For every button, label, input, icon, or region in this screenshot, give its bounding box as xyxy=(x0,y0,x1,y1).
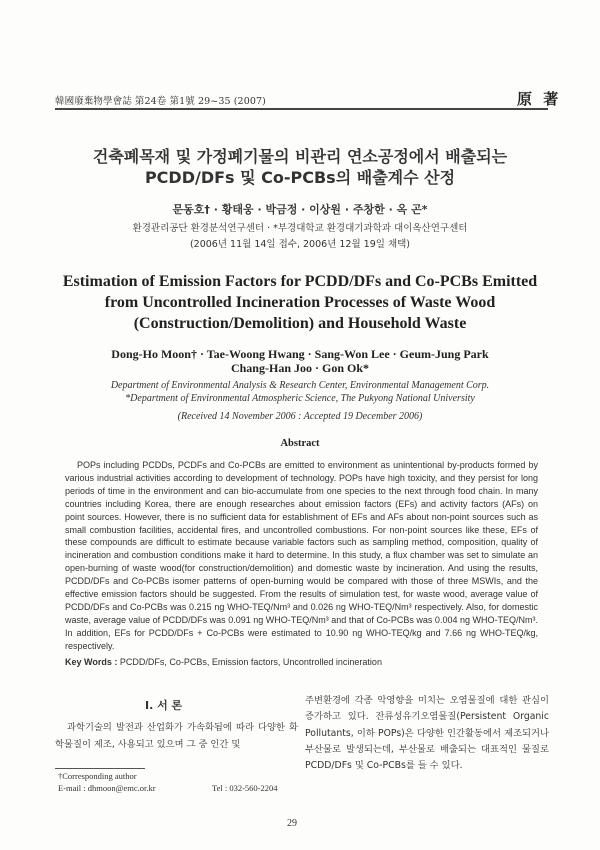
korean-authors: 문동호† · 황태웅 · 박금정 · 이상원 · 주창한 · 옥 곤* xyxy=(172,203,428,216)
korean-affiliation: 환경관리공단 환경분석연구센터 · *부경대학교 환경대기과학과 대이옥산연구센터 xyxy=(132,223,468,234)
section-heading: I. 서 론 xyxy=(145,699,183,712)
journal-reference: 韓國廢棄物學會誌 第24卷 第1號 29~35 (2007) xyxy=(55,96,266,107)
author-email: E-mail : dhmoon@emc.or.kr xyxy=(58,783,156,793)
page-number: 29 xyxy=(287,818,297,829)
keywords-label: Key Words : xyxy=(65,657,118,667)
abstract-heading: Abstract xyxy=(280,438,320,449)
author-phone: Tel : 032-560-2204 xyxy=(212,783,278,793)
english-title-line3: (Construction/Demolition) and Household Waste xyxy=(133,315,467,332)
corresponding-author-note: †Corresponding author xyxy=(58,771,137,781)
english-title-line1: Estimation of Emission Factors for PCDD/DFs and Co-PCBs Emitted xyxy=(62,273,538,290)
english-title-line2: from Uncontrolled Incineration Processes of Waste Wood xyxy=(104,294,496,311)
korean-title-line1: 건축폐목재 및 가정폐기물의 비관리 연소공정에서 배출되는 xyxy=(92,147,508,166)
english-affiliation-line1: Department of Environmental Analysis & Research Center, Environmental Management Corp. xyxy=(110,380,490,391)
keywords-list: PCDD/DFs, Co-PCBs, Emission factors, Uncontrolled incineration xyxy=(119,657,382,667)
english-authors-line2: Chang-Han Joo · Gon Ok* xyxy=(230,361,370,375)
intro-left-column: 과학기술의 발전과 산업화가 가속화됨에 따라 다양한 화학물질이 제조, 사용되고 있으며 그 중 인간 및 xyxy=(55,722,298,750)
header-rule xyxy=(55,108,548,110)
article-type-label: 原 著 xyxy=(517,90,562,108)
abstract-body: POPs including PCDDs, PCDFs and Co-PCBs are emitted to environment as unintentional by-products formed by various industrial activities according to development of technology. POPs have high toxicity, and they persist for long periods of time in the environment and can bio-accumulate from one species to the next through food chain. In many countries including Korea, there are enough researches about emission factors (EFs) and activity factors (AFs) on point sources. However, there is no sufficient data for establishment of EFs and AFs about non-point sources such as small combustion facilities, accidental fires, and uncontrolled combustions. For non-point sources like these, EFs of these compounds are difficult to estimate because variable factors such as sampling method, composition, quality of incineration and combustion conditions make it hard to determine. In this study, a flux chamber was set to simulate an open-burning of waste wood(for construction/demolition) and domestic waste by incineration. And using the results, PCDD/DFs and Co-PCBs isomer patterns of open-burning would be compared with those of three MSWIs, and the effective emission factors should be suggested. From the results of simulation test, for waste wood, average value of PCDD/DFs and Co-PCBs was 0.215 ng WHO-TEQ/Nm³ and 0.026 ng WHO-TEQ/Nm³ respectively. Also, for domestic waste, average value of PCDD/DFs was 0.091 ng WHO-TEQ/Nm³ and that of Co-PCBs was 0.004 ng WHO-TEQ/Nm³. In addition, EFs for PCDD/DFs + Co-PCBs were estimated to 10.90 ng WHO-TEQ/kg and 7.66 ng WHO-TEQ/kg, respectively. xyxy=(65,460,538,651)
korean-dates: (2006년 11월 14일 접수, 2006년 12월 19일 채택) xyxy=(189,239,411,250)
footnote-rule xyxy=(55,768,145,769)
korean-title-line2: PCDD/DFs 및 Co-PCBs의 배출계수 산정 xyxy=(144,168,456,187)
english-dates: (Received 14 November 2006 : Accepted 19 December 2006) xyxy=(177,411,423,422)
english-authors-line1: Dong-Ho Moon† · Tae-Woong Hwang · Sang-Won Lee · Geum-Jung Park xyxy=(111,347,489,361)
keywords xyxy=(65,657,538,667)
english-affiliation-line2: *Department of Environmental Atmospheric Science, The Pukyong National University xyxy=(125,393,475,404)
intro-right-column: 주변환경에 각종 악영향을 미치는 오염물질에 대한 관심이 증가하고 있다. 잔류성유기오염물질(Persistent Organic Pollutants, 이하 POPs)은 다양한 인간활동에서 제조되거나 부산물로 발생되는데, 부산물로 배출되는 대표적인 물질로 PCDD/DFs 및 Co-PCBs를 들 수 있다. xyxy=(305,695,549,772)
